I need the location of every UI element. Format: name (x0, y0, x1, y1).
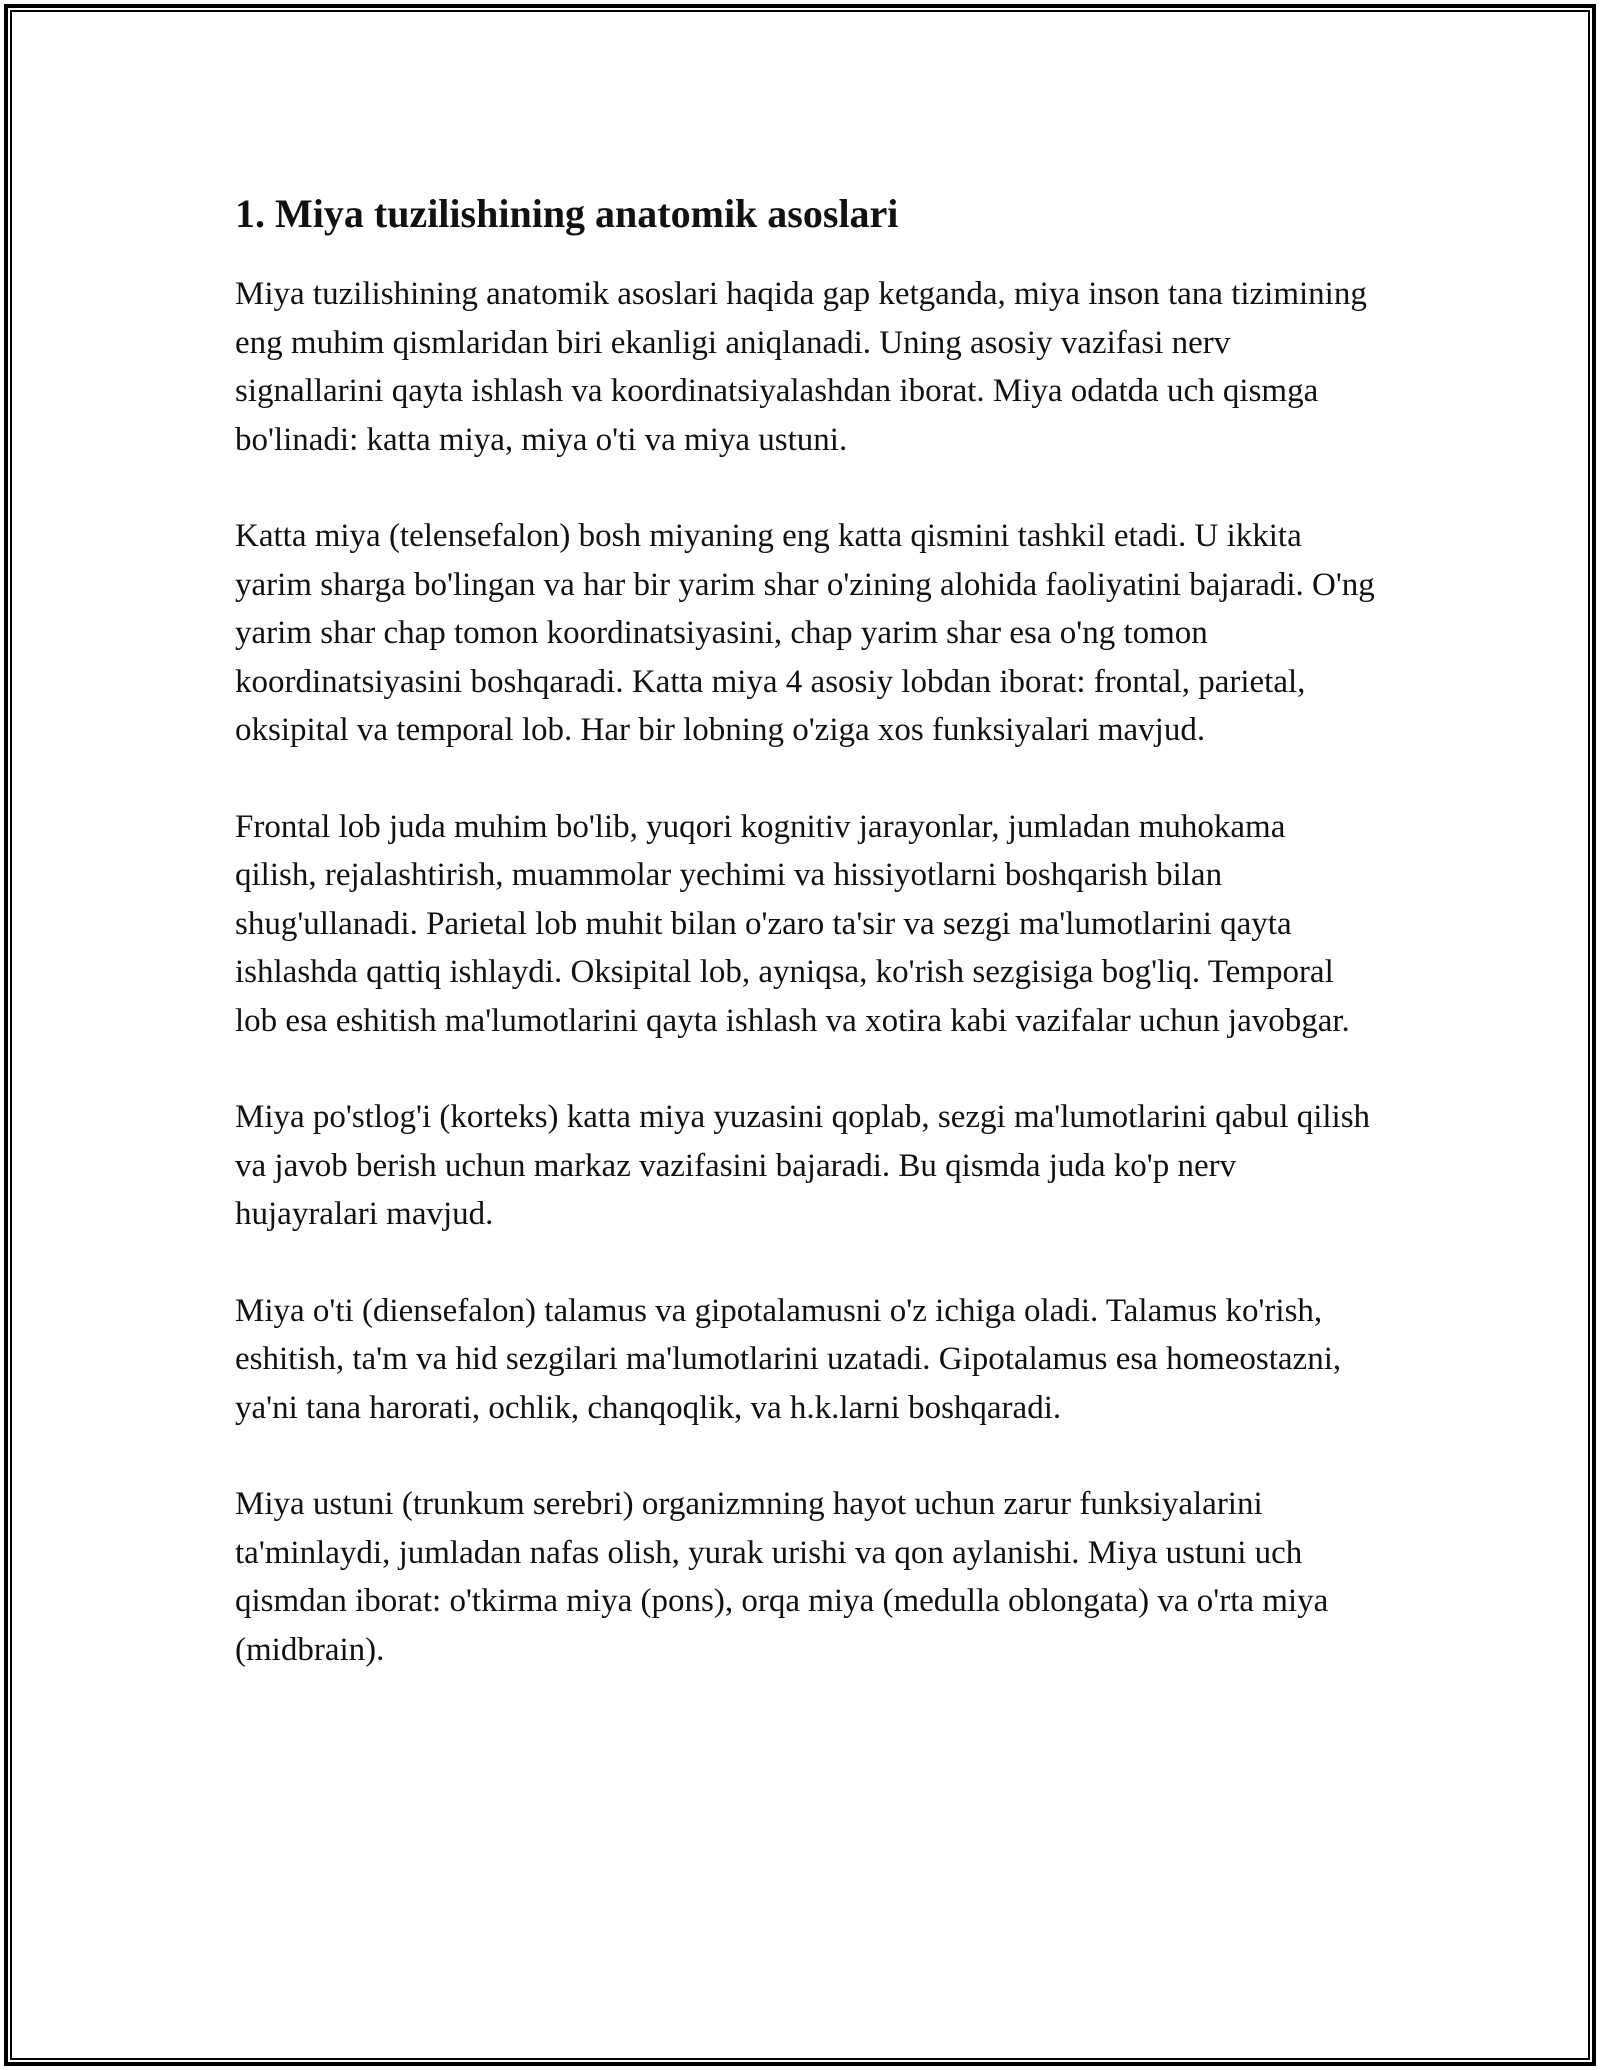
paragraph-cerebrum: Katta miya (telensefalon) bosh miyaning eng katta qismini tashkil etadi. U ikkita yarim sharga bo'lingan va har bir yarim shar o'zining alohida faoliyatini bajaradi. O'ng yarim shar chap tomon koordinatsiyasini, chap yarim shar esa o'ng tomon koordinatsiyasini boshqaradi. Katta miya 4 asosiy lobdan iborat: frontal, parietal, oksipital va temporal lob. Har bir lobning o'ziga xos funksiyalari mavjud. (235, 518, 1375, 748)
paragraph-brainstem: Miya ustuni (trunkum serebri) organizmning hayot uchun zarur funksiyalarini ta'minlaydi, jumladan nafas olish, yurak urishi va qon aylanishi. Miya ustuni uch qismdan iborat: o'tkirma miya (pons), orqa miya (medulla oblongata) va o'rta miya (midbrain). (235, 1486, 1329, 1668)
paragraph-lobes: Frontal lob juda muhim bo'lib, yuqori kognitiv jarayonlar, jumladan muhokama qilish, rejalashtirish, muammolar yechimi va hissiyotlarni boshqarish bilan shug'ullanadi. Parietal lob muhit bilan o'zaro ta'sir va sezgi ma'lumotlarini qayta ishlashda qattiq ishlaydi. Oksipital lob, ayniqsa, ko'rish sezgisiga bog'liq. Temporal lob esa eshitish ma'lumotlarini qayta ishlash va xotira kabi vazifalar uchun javobgar. (235, 808, 1350, 1039)
paragraph-cortex: Miya po'stlog'i (korteks) katta miya yuzasini qoplab, sezgi ma'lumotlarini qabul qilish va javob berish uchun markaz vazifasini bajaradi. Bu qismda juda ko'p nerv hujayralari mavjud. (235, 1099, 1371, 1232)
section-heading: 1. Miya tuzilishining anatomik asoslari (235, 191, 899, 236)
document-body (235, 188, 1375, 1722)
paragraph-intro: Miya tuzilishining anatomik asoslari haqida gap ketganda, miya inson tana tizimining eng muhim qismlaridan biri ekanligi aniqlanadi. Uning asosiy vazifasi nerv signallarini qayta ishlash va koordinatsiyalashdan iborat. Miya odatda uch qismga bo'linadi: katta miya, miya o'ti va miya ustuni. (235, 276, 1367, 458)
paragraph-diencephalon: Miya o'ti (diensefalon) talamus va gipotalamusni o'z ichiga oladi. Talamus ko'rish, eshitish, ta'm va hid sezgilari ma'lumotlarini uzatadi. Gipotalamus esa homeostazni, ya'ni tana harorati, ochlik, chanqoqlik, va h.k.larni boshqaradi. (235, 1292, 1342, 1426)
